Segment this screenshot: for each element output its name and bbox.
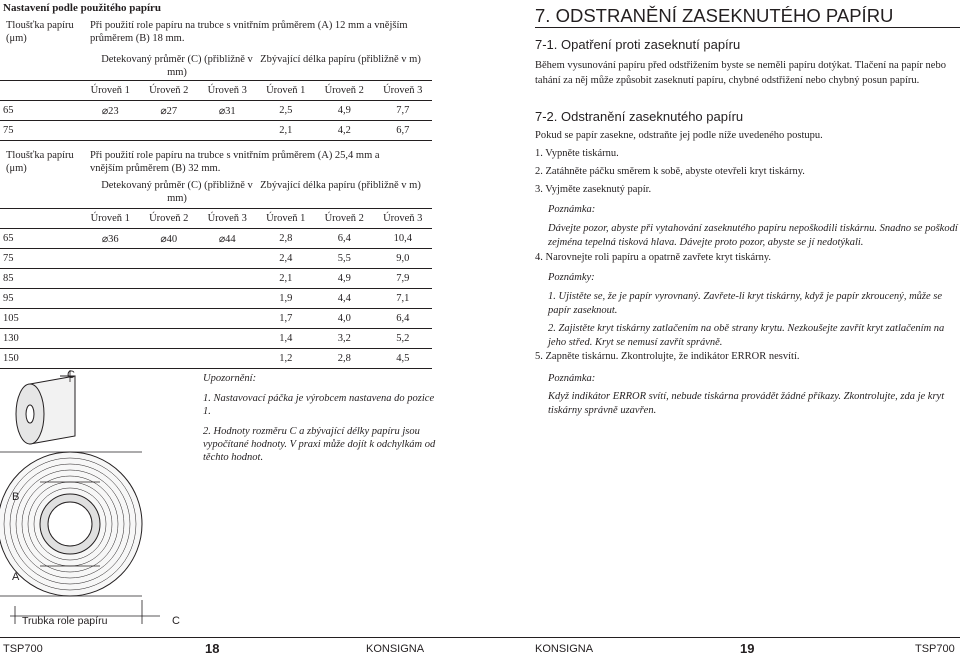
roll-front-view [0,452,160,624]
footer-brand: KONSIGNA [366,643,425,655]
table-row [0,289,432,309]
level-cell: Úroveň 2 [140,81,199,101]
thickness-cell: 95 [0,289,81,309]
length-cell: 3,2 [315,329,374,349]
table2-col-diameter: Detekovaný průměr (C) (přibližně v mm) [101,180,253,204]
thickness-cell: 65 [0,101,81,121]
footer-rule [0,637,480,638]
section-7-2-heading: 7-2. Odstranění zaseknutého papíru [535,109,744,124]
warning-block [203,372,438,464]
length-cell: 2,1 [257,269,316,289]
length-cell: 6,7 [374,121,433,141]
warning-title: Upozornění: [203,373,257,384]
label-c: C [67,369,75,381]
step-2: 2. Zatáhněte páčku směrem k sobě, abyste otevřeli kryt tiskárny. [535,166,805,177]
level-cell: Úroveň 2 [315,209,374,229]
label-b: B [12,491,20,503]
table1-col-length: Zbývající délka papíru (přibližně v m) [260,54,421,65]
table-row [0,101,432,121]
page-title: 7. ODSTRANĚNÍ ZASEKNUTÉHO PAPÍRU [535,5,894,26]
table-row [0,269,432,289]
length-cell: 4,9 [315,269,374,289]
note-3-text: Když indikátor ERROR svítí, nebude tiskárna provádět žádné příkazy. Zkontrolujte, zda je kryt tiskárny správně uzavřen. [548,391,945,416]
level-cell: Úroveň 1 [257,81,316,101]
table1-description: Při použití role papíru na trubce s vnitřním průměrem (A) 12 mm a vnějším průměrem (B) 18 mm. [90,20,408,44]
label-a: A [12,571,20,583]
thickness-cell: 105 [0,309,81,329]
length-cell: 10,4 [374,229,433,249]
thickness-cell: 130 [0,329,81,349]
footer-model: TSP700 [3,643,43,655]
thickness-cell: 75 [0,249,81,269]
length-cell: 1,7 [257,309,316,329]
length-cell: 7,7 [374,101,433,121]
diameter-cell: ⌀44 [198,229,257,249]
table-row [0,309,432,329]
length-cell: 1,2 [257,349,316,369]
table1 [0,80,432,141]
level-cell: Úroveň 3 [198,81,257,101]
table-row [0,329,432,349]
table-row [0,249,432,269]
length-cell: 2,1 [257,121,316,141]
note-2-item-1: 1. Ujistěte se, že je papír vyrovnaný. Zavřete-li kryt tiskárny, když je papír zkroucený, může se papír zaseknout. [548,291,943,316]
thickness-cell: 150 [0,349,81,369]
level-cell: Úroveň 2 [315,81,374,101]
label-c-bottom: C [172,615,180,627]
footer-rule [480,637,960,638]
length-cell: 2,5 [257,101,316,121]
diameter-cell: ⌀27 [140,101,199,121]
step-3: 3. Vyjměte zaseknutý papír. [535,184,652,195]
length-cell: 2,8 [315,349,374,369]
level-cell: Úroveň 1 [257,209,316,229]
length-cell: 5,5 [315,249,374,269]
level-cell: Úroveň 3 [374,209,433,229]
warning-item: 1. Nastavovací páčka je výrobcem nastavena do pozice 1. [203,393,435,417]
note-1-text: Dávejte pozor, abyste při vytahování zaseknutého papíru nepoškodili tiskárnu. Snadno se poškodí zejména tepelná tisková hlava. Dávejte proto pozor, abyste se jí nedotýkali. [548,223,958,248]
level-cell: Úroveň 2 [140,209,199,229]
section-header: Nastavení podle použitého papíru [3,2,161,14]
title-rule [535,27,960,28]
length-cell: 4,4 [315,289,374,309]
page-number: 18 [205,641,220,656]
table-row [0,209,432,229]
step-1: 1. Vypněte tiskárnu. [535,148,619,159]
table2-description: Při použití role papíru na trubce s vnitřním průměrem (A) 25,4 mm a vnějším průměrem (B) 32 mm. [90,150,380,174]
thickness-cell: 65 [0,229,81,249]
warning-item: 2. Hodnoty rozměru C a zbývající délky papíru jsou vypočítané hodnoty. V praxi může dojít k odchylkám od těchto hodnot. [203,426,436,463]
length-cell: 5,2 [374,329,433,349]
length-cell: 4,5 [374,349,433,369]
roll-side-view [16,370,75,444]
table-row [0,81,432,101]
length-cell: 4,2 [315,121,374,141]
step-4: 4. Narovnejte roli papíru a opatrně zavřete kryt tiskárny. [535,252,772,263]
level-cell: Úroveň 1 [81,209,140,229]
section-7-1-heading: 7-1. Opatření proti zaseknutí papíru [535,37,741,52]
note-2-title: Poznámky: [548,272,595,283]
table1-col-diameter: Detekovaný průměr (C) (přibližně v mm) [101,54,253,78]
thickness-label-2: Tloušťka papíru (μm) [6,150,74,174]
length-cell: 1,4 [257,329,316,349]
table2-col-length: Zbývající délka papíru (přibližně v m) [260,180,421,191]
section-7-2-intro: Pokud se papír zasekne, odstraňte jej podle níže uvedeného postupu. [535,130,823,141]
step-5: 5. Zapněte tiskárnu. Zkontrolujte, že indikátor ERROR nesvítí. [535,351,800,362]
length-cell: 2,4 [257,249,316,269]
length-cell: 7,1 [374,289,433,309]
note-2-item-2: 2. Zajistěte kryt tiskárny zatlačením na obě strany krytu. Nezkoušejte zavřít kryt zatlačením na jeho střed. Kryt se nemusí zavřít správně. [548,323,945,348]
table-row [0,229,432,249]
thickness-cell: 85 [0,269,81,289]
length-cell: 1,9 [257,289,316,309]
note-1-title: Poznámka: [548,204,596,215]
length-cell: 2,8 [257,229,316,249]
diameter-cell: ⌀23 [81,101,140,121]
length-cell: 4,0 [315,309,374,329]
level-cell: Úroveň 1 [81,81,140,101]
thickness-label-1: Tloušťka papíru (μm) [6,20,74,44]
diameter-cell: ⌀36 [81,229,140,249]
length-cell: 7,9 [374,269,433,289]
level-cell: Úroveň 3 [374,81,433,101]
level-cell: Úroveň 3 [198,209,257,229]
footer-model: TSP700 [915,643,955,655]
paper-roll-diagram [0,362,200,634]
diameter-cell: ⌀40 [140,229,199,249]
table-row [0,121,432,141]
diagram-caption: Trubka role papíru [22,615,108,627]
length-cell: 9,0 [374,249,433,269]
length-cell: 6,4 [374,309,433,329]
length-cell: 6,4 [315,229,374,249]
footer-brand: KONSIGNA [535,643,594,655]
thickness-cell: 75 [0,121,81,141]
page-number: 19 [740,641,755,656]
note-3-title: Poznámka: [548,373,596,384]
diameter-cell: ⌀31 [198,101,257,121]
section-7-1-text: Během vysunování papíru před odstřižením byste se neměli papíru dotýkat. Tlačení na papír nebo tahání za něj může způsobit zaseknutí papíru, chybné odstřižení nebo chybný posun papíru. [535,60,946,86]
table2 [0,208,432,369]
right-page [480,0,960,656]
length-cell: 4,9 [315,101,374,121]
